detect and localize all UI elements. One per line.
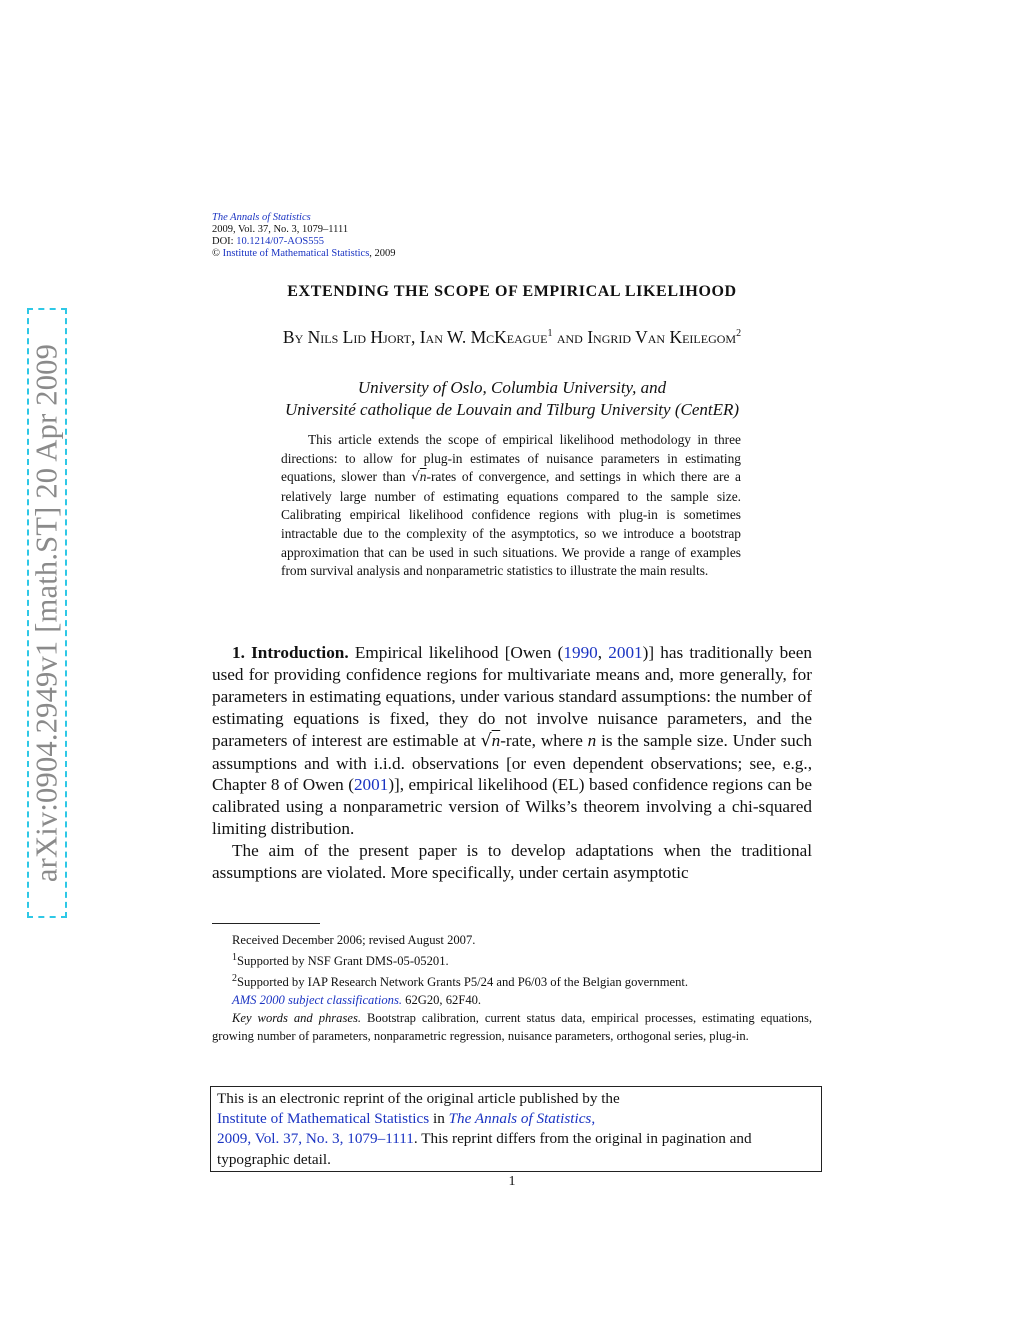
received-date: Received December 2006; revised August 2007.	[232, 933, 476, 947]
arxiv-stamp-text: arXiv:0904.2949v1 [math.ST] 20 Apr 2009	[29, 343, 64, 883]
keywords-label: Key words and phrases.	[232, 1011, 362, 1026]
footnote-2	[212, 970, 812, 991]
reprint-journal-link[interactable]: The Annals of Statistics	[448, 1110, 592, 1128]
copyright-icon: ©	[212, 248, 220, 259]
reprint-line-1: This is an electronic reprint of the original article published by the	[217, 1090, 620, 1107]
ams-codes: 62G20, 62F40.	[402, 993, 482, 1008]
footnote-1	[212, 949, 812, 970]
footnote-marker-2: 2	[736, 328, 742, 339]
author-van-keilegom: Ingrid Van Keilegom	[587, 326, 737, 347]
institute-link[interactable]: Institute of Mathematical Statistics	[222, 248, 370, 259]
footnote-1-text: Supported by NSF Grant DMS-05-05201.	[237, 954, 449, 969]
intro-text-c: -rate, where	[500, 730, 588, 750]
math-n: n	[419, 469, 427, 485]
footnote-2-text: Supported by IAP Research Network Grants P5/24 and P6/03 of the Belgian government.	[237, 975, 689, 990]
affiliations	[212, 377, 812, 421]
intro-text-d: is the sample size. Under such assumptions and with i.i.d. observations [or even dependent observations; see, e.g., Chapter 8 of Owen (	[212, 730, 812, 795]
abstract	[281, 431, 741, 581]
reprint-volume-link[interactable]: 2009, Vol. 37, No. 3, 1079–1111	[217, 1130, 414, 1148]
reprint-rest: . This reprint differs from the original in pagination and typographic detail.	[217, 1130, 752, 1168]
footnotes	[212, 931, 812, 1045]
section-heading: 1. Introduction.	[232, 643, 349, 662]
volume-info: 2009, Vol. 37, No. 3, 1079–1111	[212, 224, 349, 235]
paper-title: EXTENDING THE SCOPE OF EMPIRICAL LIKELIHOOD	[287, 283, 737, 300]
reprint-in: in	[429, 1110, 449, 1128]
copyright-line	[212, 248, 396, 260]
reprint-line-3	[217, 1129, 815, 1169]
footnote-divider	[212, 923, 320, 924]
intro-text-e: )], empirical likelihood (EL) based confidence regions can be calibrated using a nonparametric version of Wilks’s theorem involving a chi-squared limiting distribution.	[212, 775, 813, 839]
footnote-1-marker: 1	[232, 952, 237, 963]
footnote-2-marker: 2	[232, 973, 237, 985]
footnote-marker-1: 1	[547, 328, 553, 339]
abstract-text-1: This article extends the scope of empirical likelihood methodology in three directions: to allow for plug-in estimates of nuisance parameters in estimating equations, slower than	[281, 432, 741, 485]
reprint-line-2	[217, 1109, 815, 1129]
ams-classification	[212, 991, 812, 1009]
reprint-notice	[210, 1086, 822, 1172]
doi-line	[212, 236, 396, 248]
intro-paragraph-1	[212, 642, 812, 840]
author-list	[212, 322, 812, 349]
intro-text-a: Empirical likelihood [Owen (	[348, 643, 564, 662]
affiliation-line-2: Université catholique de Louvain and Tilburg University (CentER)	[284, 400, 740, 419]
sqrt-symbol: √	[480, 730, 492, 751]
journal-header	[212, 212, 396, 260]
reprint-comma: ,	[591, 1110, 596, 1128]
sqrt-symbol: √	[411, 470, 420, 486]
keywords-text: Bootstrap calibration, current status data, empirical processes, estimating equations, growing number of parameters, nonparametric regression, nuisance parameters, orthogonal series, plug-in.	[212, 1011, 812, 1044]
reprint-institute-link[interactable]: Institute of Mathematical Statistics	[217, 1110, 430, 1128]
arxiv-stamp	[27, 308, 67, 918]
citation-2001-second[interactable]: 2001	[353, 775, 389, 795]
intro-text-b: )] has traditionally been used for providing confidence regions for multivariate means and, more generally, for parameters in estimating equations, under various standard assumptions: the number of estimating equations is fixed, they do not involve nuisance parameters, and the parameters of interest are estimable at	[212, 643, 813, 750]
journal-link[interactable]: The Annals of Statistics	[212, 212, 311, 223]
by-label: By	[282, 326, 308, 347]
math-n: n	[587, 730, 597, 750]
copyright-year: , 2009	[369, 248, 396, 259]
math-n: n	[491, 730, 501, 750]
page-number: 1	[508, 1174, 516, 1189]
intro-paragraph-2: The aim of the present paper is to develop adaptations when the traditional assumptions are violated. More specifically, under certain asymptotic	[212, 841, 812, 883]
ams-link[interactable]: AMS 2000 subject classifications.	[232, 993, 402, 1008]
author-hjort: Nils Lid Hjort,	[307, 326, 420, 347]
doi-label: DOI:	[212, 236, 234, 247]
author-mckeague: Ian W. McKeague	[419, 326, 548, 347]
keywords	[212, 1009, 812, 1045]
abstract-text-2: -rates of convergence, and settings in which there are a relatively large number of estimating equations compared to the sample size. Calibrating empirical likelihood confidence regions with plug-in is sometimes intractable due to the complexity of the asymptotics, so we introduce a bootstrap approximation that can be used in such situations. We provide a range of examples from survival analysis and nonparametric statistics to illustrate the main results.	[281, 469, 741, 579]
citation-separator: ,	[597, 643, 609, 662]
and-label: and	[552, 326, 588, 347]
affiliation-line-1: University of Oslo, Columbia University, and	[357, 378, 667, 397]
doi-link[interactable]: 10.1214/07-AOS555	[236, 236, 325, 247]
introduction-section	[212, 642, 812, 884]
citation-2001[interactable]: 2001	[608, 643, 643, 662]
citation-1990[interactable]: 1990	[563, 643, 598, 662]
